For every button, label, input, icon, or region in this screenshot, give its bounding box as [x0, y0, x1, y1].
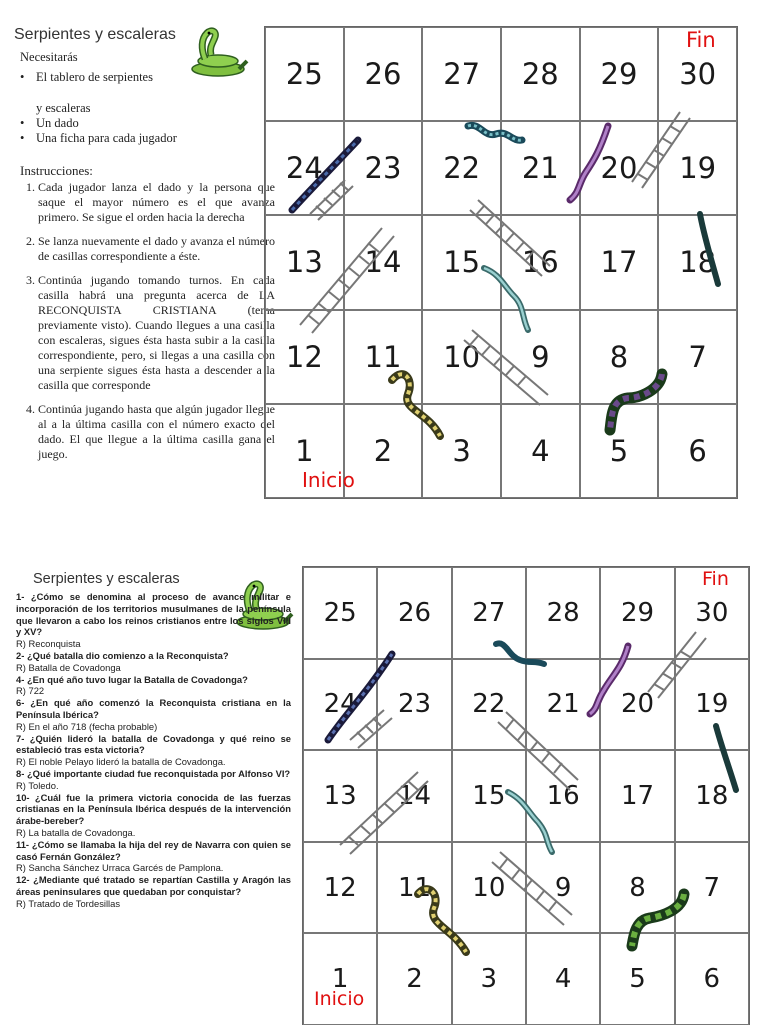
board-cell: 11 — [377, 842, 451, 934]
board-cell: 6 — [675, 933, 749, 1025]
board-cell: 12 — [303, 842, 377, 934]
board-cell: 8 — [600, 842, 674, 934]
board-cell: 24 — [265, 121, 344, 215]
board-cell: 13 — [303, 750, 377, 842]
answer-text: R) 722 — [16, 685, 45, 697]
board-cell: 25 — [303, 567, 377, 659]
board-cell: 29 — [600, 567, 674, 659]
answer-text: R) El noble Pelayo lideró la batalla de Covadonga. — [16, 756, 226, 768]
board-cell: 4 — [526, 933, 600, 1025]
board-cell: 30 — [658, 27, 737, 121]
board-cell: 5 — [580, 404, 659, 498]
board-cell: 13 — [265, 215, 344, 309]
board-cell: 15 — [452, 750, 526, 842]
board-cell: 9 — [526, 842, 600, 934]
top-title: Serpientes y escaleras — [14, 26, 176, 43]
end-label-bottom: Fin — [702, 568, 729, 590]
board-cell: 26 — [377, 567, 451, 659]
board-cell: 9 — [501, 310, 580, 404]
question-text: 4- ¿En qué año tuvo lugar la Batalla de Covadonga? — [16, 673, 248, 685]
needs-item: • Una ficha para cada jugador — [20, 131, 190, 146]
game-board-bottom — [302, 566, 750, 1025]
answer-text: R) Reconquista — [16, 638, 81, 650]
question-text: 6- ¿En qué año comenzó la Reconquista cristiana en la Península Ibérica? — [16, 697, 291, 720]
snake-mascot-icon — [185, 25, 251, 77]
start-label-bottom: Inicio — [314, 988, 365, 1010]
board-cell: 19 — [658, 121, 737, 215]
needs-item: • Un dado — [20, 116, 190, 131]
board-cell: 26 — [344, 27, 423, 121]
board-cell: 7 — [658, 310, 737, 404]
board-cell: 1 — [303, 933, 377, 1025]
board-cell: 3 — [422, 404, 501, 498]
question-text: 8- ¿Qué importante ciudad fue reconquistada por Alfonso VI? — [16, 767, 291, 779]
board-cell: 24 — [303, 659, 377, 751]
board-cell: 18 — [658, 215, 737, 309]
board-cell: 14 — [344, 215, 423, 309]
answer-text: R) Batalla de Covadonga — [16, 661, 121, 673]
board-cell: 30 — [675, 567, 749, 659]
board-cell: 17 — [580, 215, 659, 309]
board-cell: 20 — [580, 121, 659, 215]
needs-item: • El tablero de serpientes — [20, 70, 190, 85]
end-label-top: Fin — [686, 28, 716, 52]
board-cell: 23 — [377, 659, 451, 751]
question-text: 12- ¿Mediante qué tratado se repartían Castilla y Aragón las áreas peninsulares que quedaban por conquistar? — [16, 874, 291, 897]
board-cell: 21 — [526, 659, 600, 751]
board-cell: 6 — [658, 404, 737, 498]
question-text: 11- ¿Cómo se llamaba la hija del rey de Navarra con quien se casó Fernán González? — [16, 838, 291, 862]
start-label-top: Inicio — [302, 468, 355, 492]
instruction-item: 3. Continúa jugando tomando turnos. En cada casilla habrá una pregunta acerca de LA RECONQUISTA CRISTIANA (tema previamente visto). Cuando llegues a una casilla con escaleras, sigues ésta hasta subir a la casilla correspondiente, pero, si llegas a una casilla con una serpiente sigues ésta hasta a descender a la casilla que corresponde — [38, 273, 275, 393]
question-text: 10- ¿Cuál fue la primera victoria conocida de las fuerzas cristianas en la Península Ibérica después de la intervención árabe-bereber? — [16, 791, 291, 827]
question-text: 1- ¿Cómo se denomina al proceso de avance militar e incorporación de los territorios musulmanes de la península que llevaron a cabo los reinos cristianos entre los siglos VIII y XV? — [16, 591, 291, 638]
instruction-item: 4. Continúa jugando hasta que algún jugador llegue al a la última casilla con el número exacto del dado. El que llegue a la última casilla gana el juego. — [38, 402, 275, 462]
board-cell: 16 — [526, 750, 600, 842]
board-cell: 22 — [422, 121, 501, 215]
board-cell: 1 — [265, 404, 344, 498]
instruction-item: 2. Se lanza nuevamente el dado y avanza el número de casillas correspondiente a éste. — [38, 234, 275, 264]
board-cell: 27 — [452, 567, 526, 659]
board-cell: 16 — [501, 215, 580, 309]
board-cell: 2 — [377, 933, 451, 1025]
board-cell: 4 — [501, 404, 580, 498]
question-text: 7- ¿Quién lideró la batalla de Covadonga y qué reino se estableció tras esta victoria? — [16, 732, 291, 756]
board-cell: 15 — [422, 215, 501, 309]
instructions-label: Instrucciones: — [20, 163, 93, 178]
needs-label: Necesitarás — [20, 50, 78, 64]
instructions-list — [20, 180, 275, 471]
board-cell: 27 — [422, 27, 501, 121]
board-cell: 3 — [452, 933, 526, 1025]
board-cell: 19 — [675, 659, 749, 751]
board-cell: 2 — [344, 404, 423, 498]
board-cell: 10 — [422, 310, 501, 404]
board-cell: 28 — [526, 567, 600, 659]
needs-item: y escaleras — [36, 101, 91, 115]
board-cell: 21 — [501, 121, 580, 215]
question-text: 2- ¿Qué batalla dio comienzo a la Reconquista? — [16, 649, 229, 661]
board-cell: 11 — [344, 310, 423, 404]
board-cell: 22 — [452, 659, 526, 751]
board-cell: 12 — [265, 310, 344, 404]
board-cell: 17 — [600, 750, 674, 842]
needs-list — [20, 70, 190, 146]
answer-text: R) La batalla de Covadonga. — [16, 826, 136, 838]
board-cell: 10 — [452, 842, 526, 934]
board-cell: 7 — [675, 842, 749, 934]
answer-text: R) Sancha Sánchez Urraca Garcés de Pamplona. — [16, 862, 224, 874]
board-cell: 14 — [377, 750, 451, 842]
game-board-top — [264, 26, 738, 499]
answer-text: R) Tratado de Tordesillas — [16, 897, 121, 909]
board-cell: 23 — [344, 121, 423, 215]
board-cell: 20 — [600, 659, 674, 751]
board-cell: 18 — [675, 750, 749, 842]
bottom-title: Serpientes y escaleras — [33, 571, 180, 587]
board-cell: 29 — [580, 27, 659, 121]
board-cell: 25 — [265, 27, 344, 121]
board-cell: 28 — [501, 27, 580, 121]
answer-text: R) En el año 718 (fecha probable) — [16, 720, 158, 732]
answer-text: R) Toledo. — [16, 779, 59, 791]
board-cell: 5 — [600, 933, 674, 1025]
instruction-item: 1. Cada jugador lanza el dado y la persona que saque el mayor número es el que avanza primero. Se sigue el orden hacia la derecha — [38, 180, 275, 225]
qa-list — [16, 591, 291, 910]
board-cell: 8 — [580, 310, 659, 404]
